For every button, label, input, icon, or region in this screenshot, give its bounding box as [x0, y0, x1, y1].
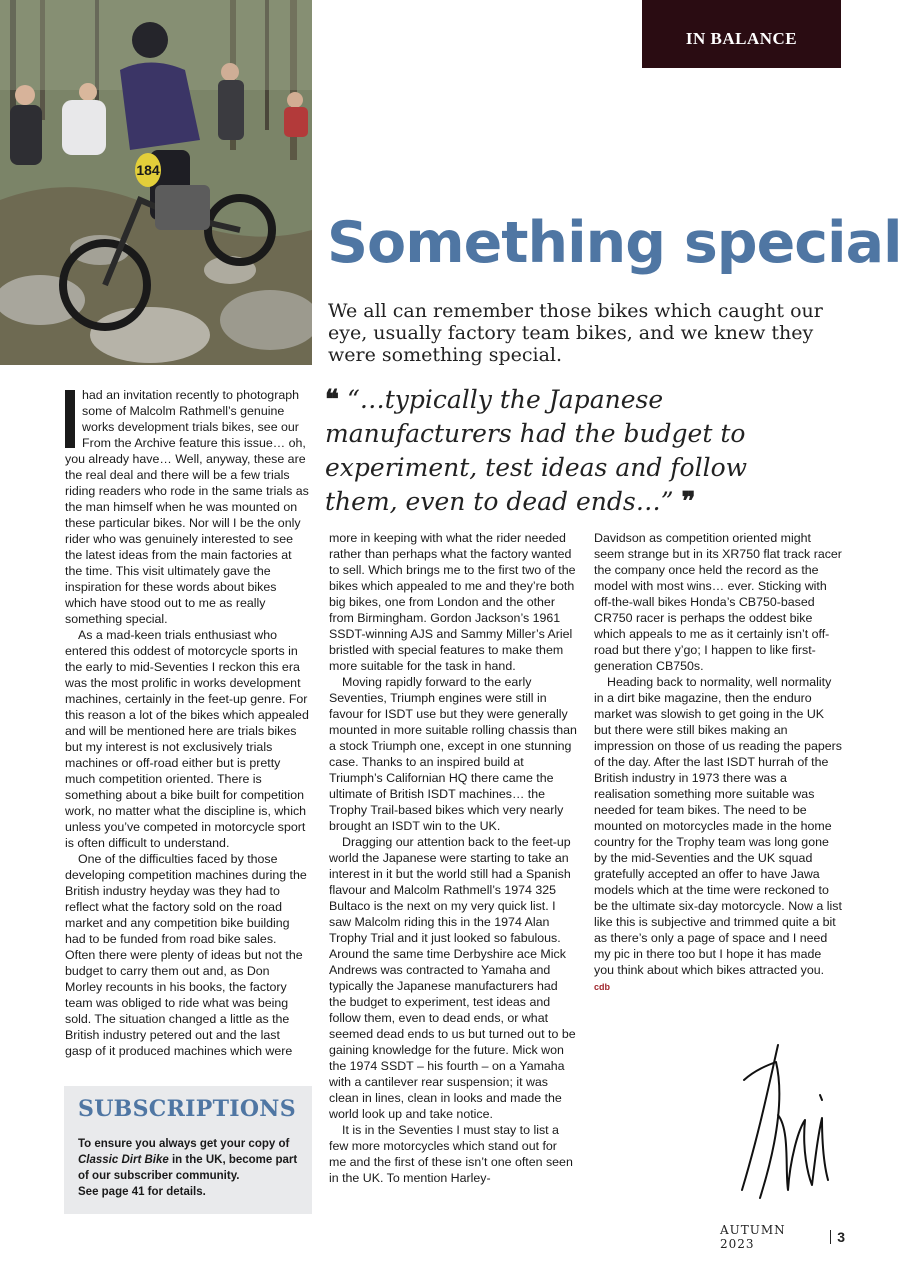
race-number: 184: [136, 162, 160, 178]
open-quote-icon: ❝: [325, 385, 339, 415]
subs-line-1: To ensure you always get your copy of: [78, 1138, 290, 1150]
subs-line-2: in the UK, become part of our subscriber community.: [78, 1154, 298, 1182]
paragraph: more in keeping with what the rider needed rather than perhaps what the factory wanted to sell. Which brings me to the first two of the bikes which appealed to me and they’re both big bikes, one from London and the other from Birmingham. Gordon Jackson’s 1961 SSDT-winning AJS and Sammy Miller’s Ariel bristled with special features to make them more suitable for the task in hand.: [329, 531, 576, 673]
paragraph: As a mad-keen trials enthusiast who entered this oddest of motorcycle sports in the early to mid-Seventies I reckon this era was the most prolific in works development machines, certainly in the feet-up genre. For this reason a lot of the bikes which appealed and will be mentioned here are trials bikes but my interest is not exclusively trials machines or off-road either but is pretty much competition oriented. There is something about a bike built for competition work, no matter what the discipline is, which unless you’ve competed in motorcycle sport is often difficult to understand.: [65, 628, 309, 850]
subs-page-ref: See page 41 for details.: [78, 1186, 206, 1198]
paragraph-text: Heading back to normality, well normality in a dirt bike magazine, then the enduro market was slowish to get going in the UK but there were still bikes making an impression on those of us reading the papers of the day. After the last ISDT hurrah of the British industry in 1973 there was a realisation something more suitable was needed for team bikes. The need to be mounted on motorcycles made in the home country for the Trophy team was long gone by the mid-Seventies and the UK squad gratefully accepted an offer to have Jawa models which at the time were reckoned to be the ultimate six-day motorcycle. Now a list like this is subjective and trimmed quite a bit as there’s only a page of space and I need my pic in there too but I hope it has made you think about which bikes attracted you.: [594, 675, 842, 977]
subs-magazine-name: Classic Dirt Bike: [78, 1154, 169, 1166]
paragraph: One of the difficulties faced by those developing competition machines during the British industry heyday was they had to reflect what the factory sold on the road market and any competition bike building had to be funded from road bike sales. Often there were plenty of ideas but not the budget to carry them out and, as Don Morley recounts in his books, the factory team was obliged to ride what was being sold. The situation changed a little as the British industry petered out and the last gasp of it produced machines which were: [65, 852, 307, 1058]
trials-rider-photo: [0, 0, 312, 365]
subscriptions-box[interactable]: [64, 1086, 312, 1214]
editor-signature: [730, 1040, 840, 1205]
paragraph: Dragging our attention back to the feet-up world the Japanese were starting to take an interest in it but the world still had a Spanish flavour and Malcolm Rathmell’s 1974 325 Bultaco is the next on my very quick list. I saw Malcolm riding this in the 1974 Alan Trophy Trial and it just looked so fabulous. Around the same time Derbyshire ace Mick Andrews was contracted to Yamaha and typically the Japanese manufacturers had the budget to experiment, test ideas and follow them, even to dead ends, or what seemed dead ends to us but turned out to be gaining knowledge for the future. Mick won the 1974 SSDT – his fourth – on a Yamaha with a cantilever rear suspension; it was clean in lines, clean in looks and made the world look up and take notice.: [329, 835, 576, 1121]
close-quote-icon: ❞: [681, 487, 696, 517]
section-tab: IN BALANCE: [642, 0, 841, 68]
paragraph: Moving rapidly forward to the early Seventies, Triumph engines were still in favour for ISDT use but they were generally mounted in more suitable rolling chassis than a stock Triumph one, except in one stunning case. Thanks to an inspired build at Triumph’s Californian HQ there came the ultimate of British ISDT machines… the Trophy Trail-based bikes which very nearly brought an ISDT win to the UK.: [329, 675, 577, 833]
drop-cap-bar: [65, 390, 75, 448]
subscriptions-title: SUBSCRIPTIONS: [78, 1096, 296, 1122]
subscriptions-text: [78, 1136, 298, 1200]
issue-label: AUTUMN 2023: [720, 1223, 786, 1251]
pull-quote-text: “…typically the Japanese manufacturers had the budget to experiment, test ideas and follow them, even to dead ends…”: [325, 385, 748, 516]
paragraph: It is in the Seventies I must stay to list a few more motorcycles which stand out for me and the first of these isn’t one often seen in the UK. To mention Harley-: [329, 1123, 573, 1185]
body-column-2: [329, 530, 577, 1186]
page-footer: [720, 1223, 845, 1251]
footer-divider: [830, 1230, 831, 1244]
body-column-1: [65, 387, 309, 1059]
page-number: 3: [837, 1229, 845, 1245]
headline: Something special: [327, 210, 902, 276]
paragraph: Davidson as competition oriented might seem strange but in its XR750 flat track racer the company once held the record as the model with most wins… ever. Sticking with off-the-wall bikes Honda’s CB750-based CR750 racer is perhaps the oddest bike which appeals to me as it certainly isn’t off-road but there y’go; I happen to like first-generation CB750s.: [594, 531, 842, 673]
pull-quote: [325, 383, 815, 519]
paragraph: [594, 674, 842, 995]
end-mark: cdb: [594, 982, 611, 992]
paragraph: had an invitation recently to photograph some of Malcolm Rathmell’s genuine works development trials bikes, see our From the Archive feature this issue… oh, you already have… Well, anyway, these are the real deal and there will be a few trials riding readers who rode in the same trials as the man himself when he was mounted on these particular bikes. Nor will I be the only rider who was genuinely interested to see the latest ideas from the main factories at the time. This visit ultimately gave the inspiration for these words about bikes which have stood out to me as really something special.: [65, 388, 309, 626]
body-column-3: [594, 530, 842, 995]
standfirst: We all can remember those bikes which caught our eye, usually factory team bikes, and we knew they were something special.: [328, 300, 823, 366]
